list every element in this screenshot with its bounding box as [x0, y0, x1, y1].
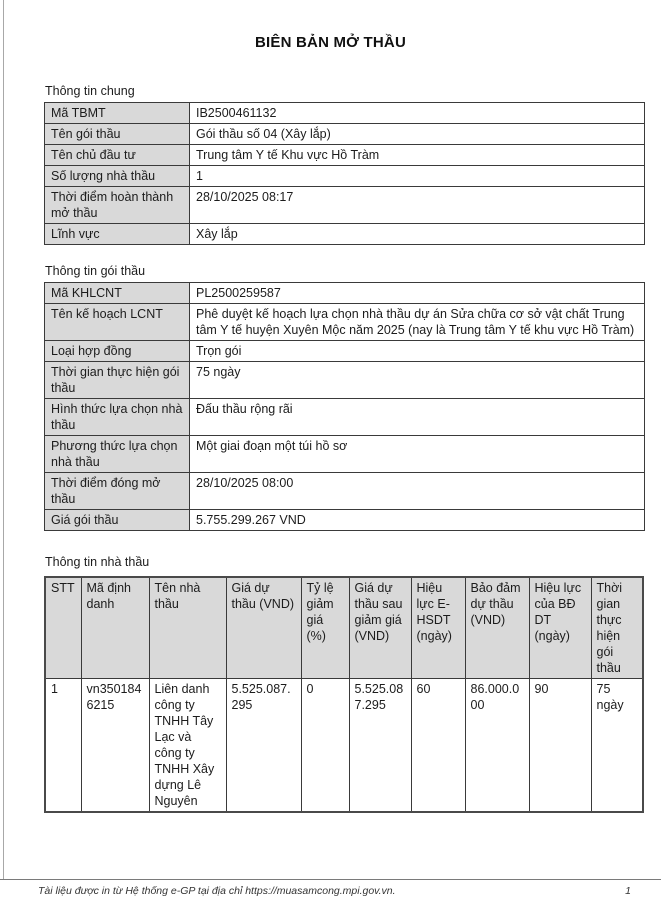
section-heading-package: Thông tin gói thầu: [45, 264, 146, 278]
row-value: Trọn gói: [190, 341, 645, 362]
general-info-table: [44, 102, 645, 245]
page-footer: [0, 879, 661, 898]
table-row: [45, 362, 645, 399]
row-label: Thời điểm đóng mở thầu: [45, 473, 190, 510]
row-label: Tên gói thầu: [45, 124, 190, 145]
section-heading-contractors: Thông tin nhà thầu: [45, 555, 150, 569]
package-info-table: [44, 282, 645, 531]
row-value: Phê duyệt kế hoạch lựa chọn nhà thầu dự án Sửa chữa cơ sở vật chất Trung tâm Y tế huyện Xuyên Mộc năm 2025 (nay là Trung tâm Y tế khu vực Hồ Tràm): [190, 304, 645, 341]
row-value: IB2500461132: [190, 103, 645, 124]
column-header: Mã định danh: [81, 577, 149, 679]
row-value: Một giai đoạn một túi hồ sơ: [190, 436, 645, 473]
row-value: 28/10/2025 08:00: [190, 473, 645, 510]
contractors-table: [44, 576, 644, 813]
cell-bao-dam-du-thau: 86.000.000: [465, 679, 529, 813]
row-label: Thời gian thực hiện gói thầu: [45, 362, 190, 399]
table-row: [45, 145, 645, 166]
column-header: Hiệu lực E-HSDT (ngày): [411, 577, 465, 679]
table-row: [45, 510, 645, 531]
contractor-row: [45, 679, 643, 813]
column-header: Hiệu lực của BĐ DT (ngày): [529, 577, 591, 679]
cell-stt: 1: [45, 679, 81, 813]
row-label: Giá gói thầu: [45, 510, 190, 531]
cell-gia-sau-giam-gia: 5.525.087.295: [349, 679, 411, 813]
table-row: [45, 124, 645, 145]
row-value: 28/10/2025 08:17: [190, 187, 645, 224]
table-row: [45, 473, 645, 510]
row-value: 5.755.299.267 VND: [190, 510, 645, 531]
table-row: [45, 187, 645, 224]
footer-note: Tài liệu được in từ Hệ thống e-GP tại địa chỉ https://muasamcong.mpi.gov.vn.: [38, 885, 396, 897]
row-value: 75 ngày: [190, 362, 645, 399]
row-value: Đấu thầu rộng rãi: [190, 399, 645, 436]
row-label: Mã TBMT: [45, 103, 190, 124]
row-label: Số lượng nhà thầu: [45, 166, 190, 187]
cell-ty-le-giam-gia: 0: [301, 679, 349, 813]
row-label: Phương thức lựa chọn nhà thầu: [45, 436, 190, 473]
cell-hieu-luc-ehsdt: 60: [411, 679, 465, 813]
table-row: [45, 399, 645, 436]
column-header: Giá dự thầu sau giảm giá (VND): [349, 577, 411, 679]
cell-hieu-luc-bddt: 90: [529, 679, 591, 813]
table-row: [45, 341, 645, 362]
row-label: Hình thức lựa chọn nhà thầu: [45, 399, 190, 436]
column-header: Tỷ lệ giảm giá (%): [301, 577, 349, 679]
row-value: 1: [190, 166, 645, 187]
row-label: Lĩnh vực: [45, 224, 190, 245]
contractors-header-row: [45, 577, 643, 679]
cell-ma-dinh-danh: vn3501846215: [81, 679, 149, 813]
row-value: PL2500259587: [190, 283, 645, 304]
document-title: BIÊN BẢN MỞ THẦU: [255, 34, 406, 51]
table-row: [45, 436, 645, 473]
table-row: [45, 166, 645, 187]
row-label: Tên chủ đầu tư: [45, 145, 190, 166]
row-value: Trung tâm Y tế Khu vực Hồ Tràm: [190, 145, 645, 166]
column-header: Giá dự thầu (VND): [226, 577, 301, 679]
row-value: Gói thầu số 04 (Xây lắp): [190, 124, 645, 145]
page-edge-line: [3, 0, 4, 880]
table-row: [45, 283, 645, 304]
column-header: Thời gian thực hiện gói thầu: [591, 577, 643, 679]
cell-ten-nha-thau: Liên danh công ty TNHH Tây Lạc và công ty TNHH Xây dựng Lê Nguyên: [149, 679, 226, 813]
row-label: Mã KHLCNT: [45, 283, 190, 304]
row-label: Loại hợp đồng: [45, 341, 190, 362]
table-row: [45, 103, 645, 124]
row-label: Tên kế hoạch LCNT: [45, 304, 190, 341]
row-label: Thời điểm hoàn thành mở thầu: [45, 187, 190, 224]
row-value: Xây lắp: [190, 224, 645, 245]
column-header: Bảo đảm dự thầu (VND): [465, 577, 529, 679]
document-content: [44, 84, 644, 813]
column-header: STT: [45, 577, 81, 679]
table-row: [45, 304, 645, 341]
page-number: 1: [625, 885, 631, 897]
cell-thoi-gian-thuc-hien: 75 ngày: [591, 679, 643, 813]
column-header: Tên nhà thầu: [149, 577, 226, 679]
table-row: [45, 224, 645, 245]
cell-gia-du-thau: 5.525.087.295: [226, 679, 301, 813]
section-heading-general: Thông tin chung: [45, 84, 135, 98]
